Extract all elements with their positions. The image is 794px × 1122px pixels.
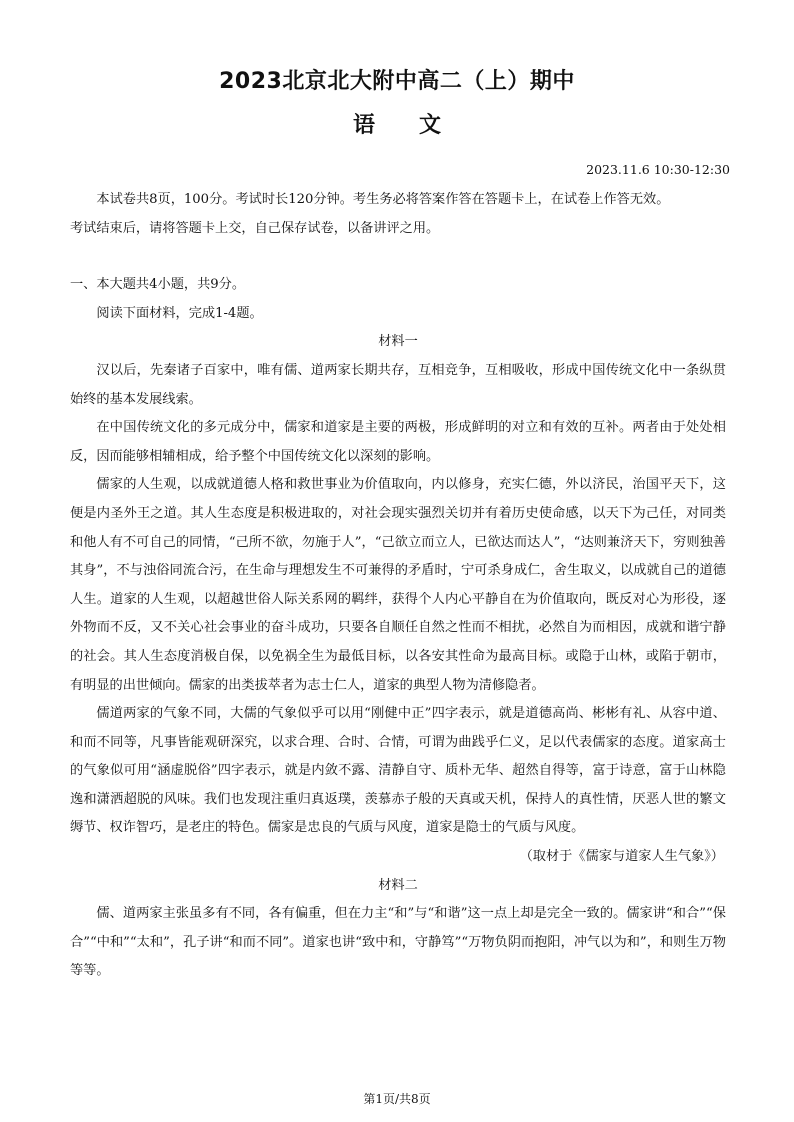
- exam-title: 2023北京北大附中高二（上）期中: [219, 69, 575, 94]
- instruction-line-1: 本试卷共8页，100分。考试时长120分钟。考生务必将答案作答在答题卡上，在试卷上作答无效。: [96, 192, 670, 207]
- section-heading: 一、本大题共4小题，共9分。: [70, 277, 246, 293]
- material-2-label: 材料二: [378, 877, 418, 893]
- instruction-line-2: 考试结束后，请将答题卡上交，自己保存试卷，以备讲评之用。: [70, 220, 440, 236]
- material-1-label: 材料一: [378, 334, 418, 350]
- material-1-source: （取材于《儒家与道家人生气象》）: [519, 849, 724, 865]
- subject-title: 语 文: [352, 113, 441, 138]
- section-prompt: 阅读下面材料，完成1-4题。: [96, 305, 263, 321]
- spacer: [70, 243, 726, 271]
- exam-body: [70, 186, 726, 986]
- material-2-paragraph: 儒、道两家主张虽多有不同，各有偏重，但在力主“和”与“和谐”这一点上却是完全一致的。儒家讲“和合”“保合”“中和”“太和”，孔子讲“和而不同”。道家也讲“致中和，守静笃”“万物负阴而抱阳，冲气以为和”，和则生万物等等。: [70, 906, 726, 979]
- material-1-paragraph: 儒家的人生观，以成就道德人格和救世事业为价值取向，内以修身，充实仁德，外以济民，治国平天下，这便是内圣外王之道。其人生态度是积极进取的，对社会现实强烈关切并有着历史使命感，以天下为己任，对同类和他人有不可自己的同情，“己所不欲，勿施于人”，“己欲立而立人，已欲达而达人”，“达则兼济天下，穷则独善其身”，不与浊俗同流合污，在生命与理想发生不可兼得的矛盾时，宁可杀身成仁，舍生取义，以成就自己的道德人生。道家的人生观，以超越世俗人际关系网的羁绊，获得个人内心平静自在为价值取向，既反对心为形役，逐外物而不反，又不关心社会事业的奋斗成功，只要各自顺任自然之性而不相扰，必然自为而相因，成就和谐宁静的社会。其人生态度消极自保，以免祸全生为最低目标，以各安其性命为最高目标。或隐于山林，或陷于朝市，有明显的出世倾向。儒家的出类拔萃者为志士仁人，道家的典型人物为清修隐者。: [70, 477, 726, 693]
- material-1-paragraph: 儒道两家的气象不同，大儒的气象似乎可以用“刚健中正”四字表示，就是道德高尚、彬彬有礼、从容中道、和而不同等，凡事皆能观研深究，以求合理、合时、合情，可谓为曲践乎仁义，足以代表儒家的态度。道家高士的气象似可用“涵虚脱俗”四字表示，就是内敛不露、清静自守、质朴无华、超然自得等，富于诗意，富于山林隐逸和潇洒超脱的风味。我们也发现注重归真返璞，羡慕赤子般的天真或天机，保持人的真性情，厌恶人世的繁文缛节、权诈智巧，是老庄的特色。儒家是忠良的气质与风度，道家是隐士的气质与风度。: [70, 706, 726, 836]
- material-1-paragraph: 在中国传统文化的多元成分中，儒家和道家是主要的两极，形成鲜明的对立和有效的互补。两者由于处处相反，因而能够相辅相成，给予整个中国传统文化以深刻的影响。: [70, 420, 726, 464]
- exam-date: 2023.11.6 10:30-12:30: [586, 162, 730, 177]
- material-1-paragraph: 汉以后，先秦诸子百家中，唯有儒、道两家长期共存，互相竞争，互相吸收，形成中国传统文化中一条纵贯始终的基本发展线索。: [70, 362, 726, 407]
- page-number: 第1页/共8页: [363, 1092, 431, 1106]
